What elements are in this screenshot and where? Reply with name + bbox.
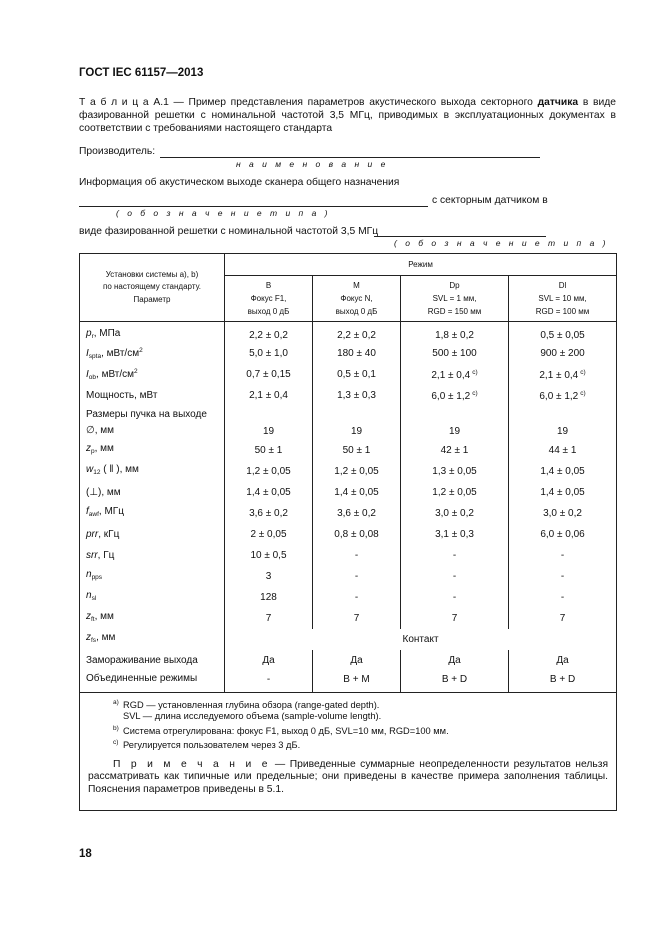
table-row [80, 364, 617, 385]
table-row [80, 406, 617, 440]
value-cell: 2,2 ± 0,2 [313, 322, 401, 344]
table-row [80, 650, 617, 671]
value-cell: 180 ± 40 [313, 343, 401, 364]
value-cell: - [401, 587, 509, 608]
table-row [80, 385, 617, 406]
value-cell: 10 ± 0,5 [225, 545, 313, 566]
value-cell: B + M [313, 671, 401, 692]
value-cell: 7 [225, 608, 313, 629]
value-cell: 6,0 ± 1,2 $^{c)}$ [509, 385, 617, 406]
value-cell: 2,2 ± 0,2 [225, 322, 313, 344]
value-cell: Да [313, 650, 401, 671]
value-cell: 900 ± 200 [509, 343, 617, 364]
table-row [80, 343, 617, 364]
value-cell: Да [225, 650, 313, 671]
manufacturer-label: Производитель: [79, 146, 156, 157]
manufacturer-line [160, 157, 540, 158]
parameter-label: Замораживание выхода [80, 650, 225, 671]
table-row [80, 629, 617, 650]
value-cell: 1,8 ± 0,2 [401, 322, 509, 344]
mode-column-header: B Фокус F1, выход 0 дБ [225, 276, 313, 322]
table-row [80, 440, 617, 461]
parameter-label: srr, Гц [80, 545, 225, 566]
value-cell: 3,6 ± 0,2 [225, 503, 313, 524]
parameter-label: (⊥), мм [80, 482, 225, 503]
value-cell: 3,0 ± 0,2 [401, 503, 509, 524]
value-cell: 500 ± 100 [401, 343, 509, 364]
value-cell: 1,4 ± 0,05 [509, 461, 617, 482]
table-caption: Т а б л и ц а А.1 — Пример представления параметров акустического выхода секторного датчика в виде фазированной решетки с номинальной частотой 3,5 МГц, приводимых в эксплуатационных документах в соответствии с требованиями настоящего стандарта [79, 97, 616, 134]
value-cell: - [313, 566, 401, 587]
table-row [80, 482, 617, 503]
value-cell: 1,2 ± 0,05 [225, 461, 313, 482]
array-type-line [374, 236, 546, 237]
table-row [80, 461, 617, 482]
value-cell: 1,4 ± 0,05 [225, 482, 313, 503]
value-cell: 1,3 ± 0,05 [401, 461, 509, 482]
value-cell: 3,1 ± 0,3 [401, 524, 509, 545]
scanner-line [79, 206, 428, 207]
document-header: ГОСТ IEC 61157—2013 [79, 67, 204, 79]
mode-header: Режим [225, 254, 617, 276]
value-cell: - [509, 587, 617, 608]
value-cell: B + D [401, 671, 509, 692]
table-row [80, 671, 617, 692]
parameter-label: $I_{spta}$, мВт/$см^2$ [80, 343, 225, 364]
value-cell: 42 ± 1 [401, 440, 509, 461]
value-cell: 44 ± 1 [509, 440, 617, 461]
caption-prefix: Т а б л и ц а [79, 97, 149, 108]
value-cell: 3,6 ± 0,2 [313, 503, 401, 524]
type-hint-1: ( о б о з н а ч е н и е т и п а ) [116, 208, 331, 218]
value-cell: - [401, 545, 509, 566]
value-cell: 3 [225, 566, 313, 587]
remark: П р и м е ч а н и е — Приведенные суммарные неопределенности результатов нельзя рассматривать как типичные или предельные; они приведены в качестве примера заполнения таблицы. Пояснения параметров приведены в 5.1. [88, 758, 609, 795]
value-cell: - [401, 566, 509, 587]
table-row [80, 524, 617, 545]
mode-column-header: Dl SVL = 10 мм, RGD = 100 мм [509, 276, 617, 322]
value-cell: 1,2 ± 0,05 [401, 482, 509, 503]
settings-header: Установки системы a), b) по настоящему стандарту. Параметр [80, 254, 225, 322]
table-footnotes [80, 692, 617, 811]
parameter-label: Размеры пучка на выходе ∅, мм [80, 406, 225, 440]
merged-value-cell: Контакт [225, 629, 617, 650]
value-cell: 0,5 ± 0,1 [313, 364, 401, 385]
value-cell: 2 ± 0,05 [225, 524, 313, 545]
mode-column-header: M Фокус N, выход 0 дБ [313, 276, 401, 322]
table-row [80, 587, 617, 608]
parameter-label: $I_{ob}$, мВт/$см^2$ [80, 364, 225, 385]
value-cell: 6,0 ± 1,2 $^{c)}$ [401, 385, 509, 406]
parameter-label: $p_r$, МПа [80, 322, 225, 344]
value-cell: - [225, 671, 313, 692]
parameter-label: $z_{fs}$, мм [80, 629, 225, 650]
table-row [80, 322, 617, 344]
parameter-label: $z_{ft}$, мм [80, 608, 225, 629]
value-cell: - [313, 587, 401, 608]
value-cell: 19 [509, 406, 617, 440]
footnote: SVL — длина исследуемого объема (sample-volume length). [123, 711, 382, 721]
parameter-label: $f_{awf}$, МГц [80, 503, 225, 524]
value-cell: 19 [401, 406, 509, 440]
value-cell: B + D [509, 671, 617, 692]
value-cell: 0,5 ± 0,05 [509, 322, 617, 344]
value-cell: 128 [225, 587, 313, 608]
sector-text: с секторным датчиком в [432, 195, 548, 206]
parameter-label: Мощность, мВт [80, 385, 225, 406]
value-cell: 19 [225, 406, 313, 440]
table-row [80, 608, 617, 629]
value-cell: 3,0 ± 0,2 [509, 503, 617, 524]
value-cell: - [313, 545, 401, 566]
parameter-label: prr, кГц [80, 524, 225, 545]
value-cell: 19 [313, 406, 401, 440]
value-cell: 1,4 ± 0,05 [313, 482, 401, 503]
value-cell: 0,7 ± 0,15 [225, 364, 313, 385]
name-hint: н а и м е н о в а н и е [236, 159, 389, 169]
value-cell: 7 [401, 608, 509, 629]
parameter-label: $z_p$, мм [80, 440, 225, 461]
parameter-label: $n_{sl}$ [80, 587, 225, 608]
table-row [80, 503, 617, 524]
info-line: Информация об акустическом выходе сканера общего назначения [79, 177, 400, 188]
parameter-label: $w_{12}$ ( ‖ ), мм [80, 461, 225, 482]
value-cell: 1,4 ± 0,05 [509, 482, 617, 503]
value-cell: 2,1 ± 0,4 $^{c)}$ [509, 364, 617, 385]
value-cell: 6,0 ± 0,06 [509, 524, 617, 545]
array-text: виде фазированной решетки с номинальной частотой 3,5 МГц [79, 226, 379, 237]
page-number: 18 [79, 848, 92, 860]
parameter-label: $n_{pps}$ [80, 566, 225, 587]
value-cell: 1,3 ± 0,3 [313, 385, 401, 406]
footnote: $^{c)}$ Регулируется пользователем через 3 дБ. [113, 739, 301, 750]
parameter-label: Объединенные режимы [80, 671, 225, 692]
value-cell: 2,1 ± 0,4 [225, 385, 313, 406]
value-cell: 1,2 ± 0,05 [313, 461, 401, 482]
value-cell: Да [509, 650, 617, 671]
value-cell: 2,1 ± 0,4 $^{c)}$ [401, 364, 509, 385]
table-row [80, 566, 617, 587]
footnote: $^{b)}$ Система отрегулирована: фокус F1, выход 0 дБ, SVL=10 мм, RGD=100 мм. [113, 724, 449, 736]
value-cell: - [509, 566, 617, 587]
value-cell: 50 ± 1 [225, 440, 313, 461]
value-cell: 5,0 ± 1,0 [225, 343, 313, 364]
value-cell: - [509, 545, 617, 566]
type-hint-2: ( о б о з н а ч е н и е т и п а ) [394, 238, 609, 248]
value-cell: 7 [313, 608, 401, 629]
table-row [80, 545, 617, 566]
mode-column-header: Dp SVL = 1 мм, RGD = 150 мм [401, 276, 509, 322]
value-cell: 7 [509, 608, 617, 629]
parameters-table [79, 253, 617, 811]
value-cell: 50 ± 1 [313, 440, 401, 461]
value-cell: Да [401, 650, 509, 671]
value-cell: 0,8 ± 0,08 [313, 524, 401, 545]
footnote: $^{a)}$ RGD — установленная глубина обзора (range-gated depth). [113, 698, 380, 710]
